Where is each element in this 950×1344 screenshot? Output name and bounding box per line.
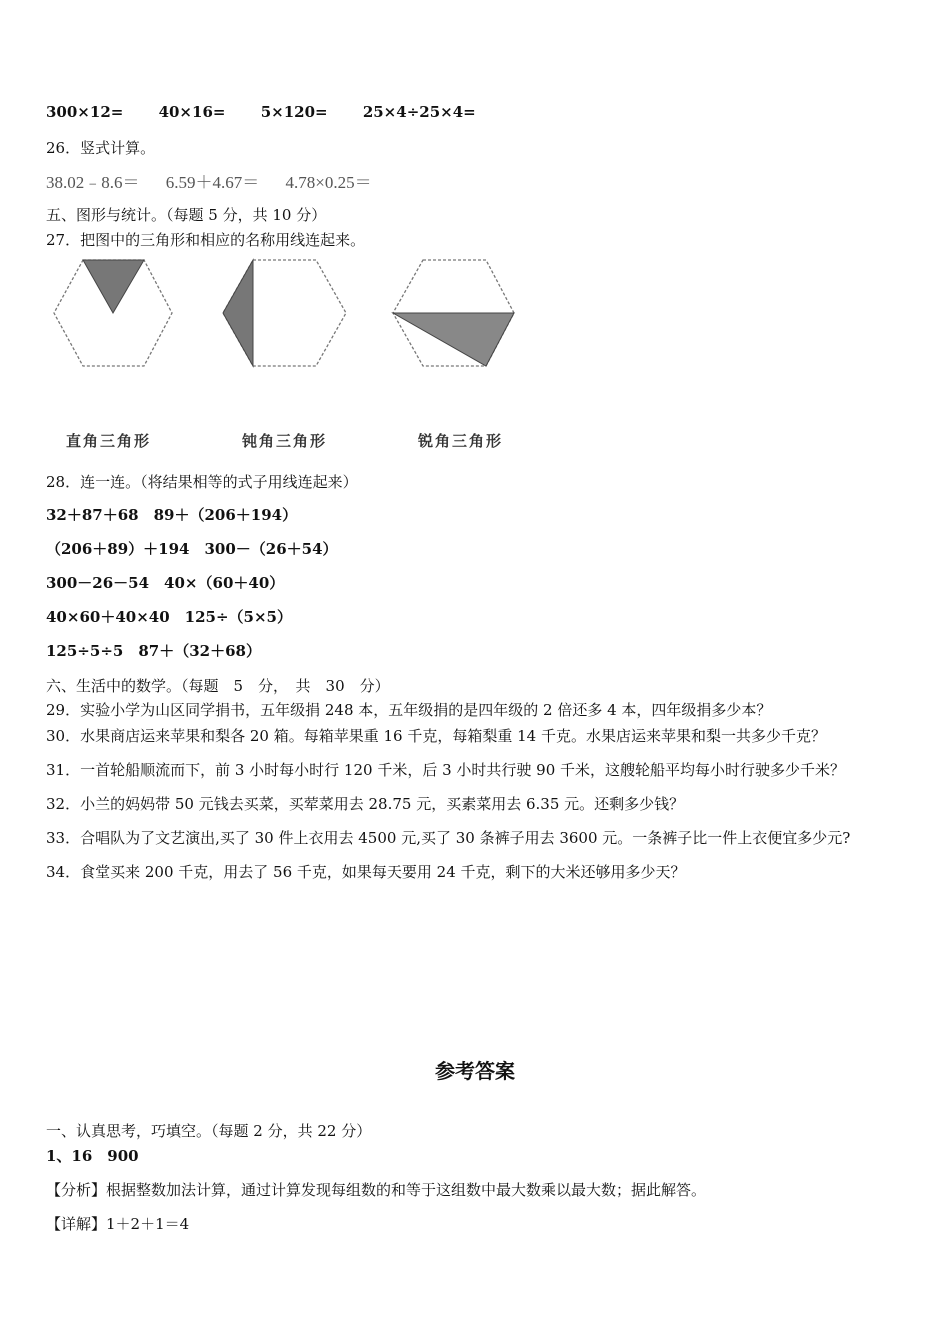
problem-30: 30．水果商店运来苹果和梨各 20 箱。每箱苹果重 16 千克，每箱梨重 14 千克。水果店运来苹果和梨一共多少千克？ xyxy=(46,727,826,745)
section-6-heading: 六、生活中的数学。（每题 5 分， 共 30 分） xyxy=(46,677,390,695)
answer-1: 1、16 900 xyxy=(46,1147,139,1165)
calc-item: 5×120= xyxy=(260,103,328,121)
vertical-calc-item: 4.78×0.25＝ xyxy=(285,173,372,192)
vertical-calc-item: 38.02﹣8.6＝ xyxy=(46,173,140,192)
label-obtuse-triangle: 钝角三角形 xyxy=(242,432,328,450)
q28-row: 40×60＋40×40 125÷（5×5） xyxy=(46,608,292,626)
hexagon-2 xyxy=(223,260,346,366)
vertical-calc-item: 6.59＋4.67＝ xyxy=(165,173,260,192)
q28-title: 28．连一连。（将结果相等的式子用线连起来） xyxy=(46,473,358,491)
calc-item: 300×12= xyxy=(46,103,124,121)
q27-title: 27．把图中的三角形和相应的名称用线连起来。 xyxy=(46,231,366,249)
q28-row: 32＋87＋68 89＋（206＋194） xyxy=(46,506,298,524)
problem-29: 29．实验小学为山区同学捐书，五年级捐 248 本，五年级捐的是四年级的 2 倍还多 4 本，四年级捐多少本？ xyxy=(46,701,772,719)
hexagon-1 xyxy=(54,260,172,366)
problem-33: 33．合唱队为了文艺演出,买了 30 件上衣用去 4500 元,买了 30 条裤子用去 3600 元。一条裤子比一件上衣便宜多少元? xyxy=(46,829,851,847)
oral-calc-row xyxy=(46,103,506,121)
label-right-triangle: 直角三角形 xyxy=(66,432,152,450)
answer-title: 参考答案 xyxy=(435,1059,515,1083)
calc-item: 40×16= xyxy=(158,103,226,121)
section-5-heading: 五、图形与统计。（每题 5 分，共 10 分） xyxy=(46,206,327,224)
answer-section-1: 一、认真思考，巧填空。（每题 2 分，共 22 分） xyxy=(46,1122,372,1140)
answer-detail: 【详解】1＋2＋1＝4 xyxy=(46,1215,190,1233)
triangle-shape xyxy=(83,260,144,313)
q28-row: 300－26－54 40×（60＋40） xyxy=(46,574,285,592)
hexagon-3 xyxy=(393,260,514,366)
problem-31: 31．一首轮船顺流而下，前 3 小时每小时行 120 千米，后 3 小时共行驶 90 千米，这艘轮船平均每小时行驶多少千米？ xyxy=(46,761,846,779)
label-acute-triangle: 锐角三角形 xyxy=(418,432,504,450)
answer-analysis: 【分析】根据整数加法计算，通过计算发现每组数的和等于这组数中最大数乘以最大数；据此解答。 xyxy=(46,1181,707,1199)
calc-item: 25×4÷25×4= xyxy=(362,103,476,121)
q28-row: （206＋89）＋194 300－（26＋54） xyxy=(46,540,338,558)
q26-title: 26．竖式计算。 xyxy=(46,139,156,157)
q26-items xyxy=(46,168,394,193)
triangle-shape xyxy=(393,313,514,366)
hexagon-figures xyxy=(46,255,526,380)
problem-32: 32．小兰的妈妈带 50 元钱去买菜，买荤菜用去 28.75 元，买素菜用去 6.35 元。还剩多少钱？ xyxy=(46,795,685,813)
triangle-shape xyxy=(223,260,253,366)
q28-row: 125÷5÷5 87＋（32＋68） xyxy=(46,642,261,660)
problem-34: 34．食堂买来 200 千克，用去了 56 千克，如果每天要用 24 千克，剩下的大米还够用多少天？ xyxy=(46,863,686,881)
